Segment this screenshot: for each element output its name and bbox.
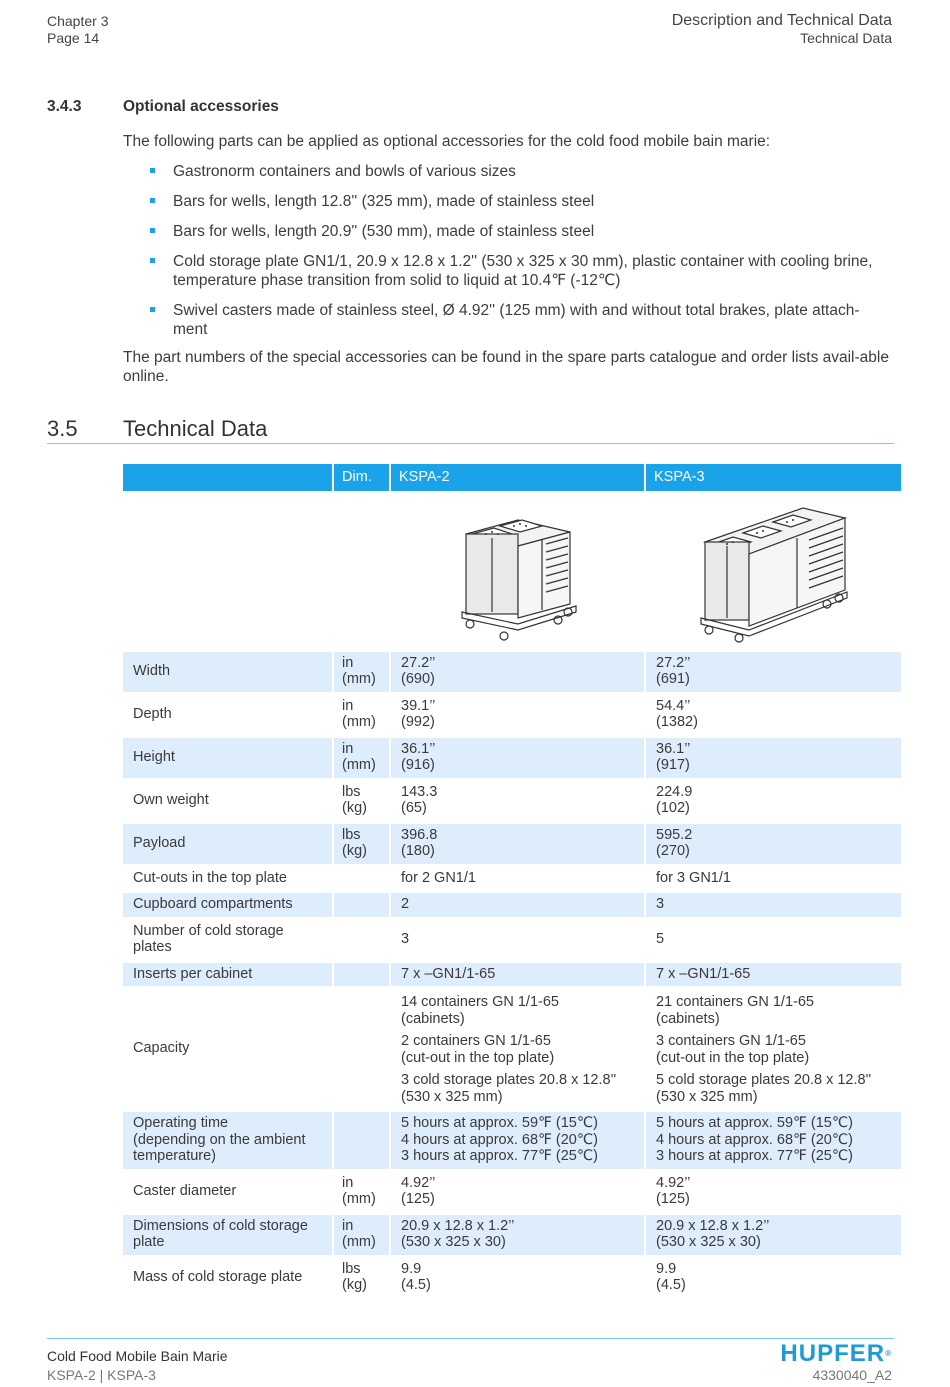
page-header-right: [672, 12, 892, 47]
value-secondary: (916): [401, 757, 435, 773]
table-row-capacity: [123, 988, 901, 1111]
value-secondary: (530 x 325 x 30): [656, 1234, 761, 1250]
kspa2-product-illustration: [458, 494, 578, 644]
list-item: [123, 192, 893, 211]
kspa3-value: [645, 1256, 901, 1298]
kspa3-value: [645, 1111, 901, 1171]
chapter-label: Chapter 3: [47, 13, 109, 29]
value-line: 4 hours at approx. 68℉ (20℃): [401, 1131, 598, 1148]
product-image-row: [123, 493, 901, 651]
page-footer-left: [47, 1347, 228, 1385]
kspa3-value: [645, 1213, 901, 1256]
kspa2-value: [390, 1213, 645, 1256]
row-label-line: temperature): [133, 1148, 217, 1164]
kspa3-value: [645, 736, 901, 779]
table-row-plate-mass: [123, 1256, 901, 1298]
kspa2-value: [390, 693, 645, 736]
list-item-text: Gastronorm containers and bowls of various sizes: [173, 163, 516, 180]
row-label: Payload: [123, 822, 333, 865]
bullet-icon: [150, 228, 155, 233]
unit-secondary: (kg): [342, 1277, 367, 1293]
unit-primary: in: [342, 1174, 354, 1191]
unit-cell: [333, 1111, 390, 1171]
list-item: [123, 162, 893, 181]
accessories-intro: The following parts can be applied as optional accessories for the cold food mobile bain marie:: [123, 133, 771, 150]
kspa3-value: 5: [645, 918, 901, 961]
kspa2-value: [390, 822, 645, 865]
unit-primary: in: [342, 1217, 354, 1234]
row-label-line: Dimensions of cold storage: [133, 1217, 308, 1234]
kspa2-value: [390, 1170, 645, 1213]
value-line: 5 hours at approx. 59℉ (15℃): [401, 1115, 598, 1131]
row-label-line: Operating time: [133, 1115, 229, 1131]
capacity-line: 14 containers GN 1/1-65: [401, 994, 559, 1010]
unit-primary: lbs: [342, 1260, 361, 1277]
row-label: Depth: [123, 693, 333, 736]
list-item: [123, 301, 893, 339]
section-number: 3.4.3: [47, 98, 82, 115]
value-primary: 4.92’’: [401, 1174, 436, 1191]
capacity-line: (530 x 325 mm): [656, 1088, 758, 1105]
unit-cell: [333, 918, 390, 961]
value-secondary: (690): [401, 671, 435, 687]
kspa2-value: 7 x –GN1/1-65: [390, 961, 645, 988]
registered-mark: ®: [885, 1349, 892, 1358]
value-primary: 27.2’’: [401, 654, 436, 671]
unit-cell: [333, 1170, 390, 1213]
row-label: Number of cold storage plates: [123, 918, 333, 961]
kspa2-value: [390, 650, 645, 693]
bullet-icon: [150, 168, 155, 173]
value-primary: 27.2’’: [656, 654, 691, 671]
unit-primary: in: [342, 740, 354, 757]
page-header-left: [47, 13, 108, 47]
list-item-text: Swivel casters made of stainless steel, Ø 4.92'' (125 mm) with and without total brakes, plate attach-ment: [173, 302, 860, 338]
kspa2-value: [390, 988, 645, 1111]
capacity-entry: [656, 1033, 893, 1066]
table-row-payload: [123, 822, 901, 865]
unit-primary: in: [342, 654, 354, 671]
row-label: Caster diameter: [123, 1170, 333, 1213]
capacity-entry: [656, 1072, 893, 1105]
kspa3-value: for 3 GN1/1: [645, 865, 901, 892]
value-primary: 143.3: [401, 783, 438, 800]
value-secondary: (180): [401, 843, 435, 859]
value-primary: 595.2: [656, 826, 693, 843]
value-primary: 54.4’’: [656, 697, 691, 714]
row-label: Width: [123, 650, 333, 693]
table-row-cold-storage-plates: [123, 918, 901, 961]
list-item-text: Bars for wells, length 20.9'' (530 mm), made of stainless steel: [173, 223, 595, 240]
unit-secondary: (kg): [342, 800, 367, 816]
unit-cell: [333, 892, 390, 919]
kspa3-image-cell: [645, 493, 901, 651]
column-header-kspa2: KSPA-2: [390, 464, 645, 493]
capacity-line: (530 x 325 mm): [401, 1088, 503, 1105]
unit-cell: [333, 1213, 390, 1256]
unit-cell: [333, 736, 390, 779]
row-label: Cut-outs in the top plate: [123, 865, 333, 892]
value-secondary: (530 x 325 x 30): [401, 1234, 506, 1250]
table-row-cutouts: [123, 865, 901, 892]
unit-secondary: (mm): [342, 757, 376, 773]
capacity-line: (cut-out in the top plate): [401, 1049, 555, 1066]
unit-primary: lbs: [342, 783, 361, 800]
header-subsection-title: Technical Data: [800, 30, 892, 46]
value-secondary: (917): [656, 757, 690, 773]
technical-data-table: [123, 464, 901, 1298]
value-primary: 224.9: [656, 783, 693, 800]
header-section-title: Description and Technical Data: [671, 12, 892, 29]
table-row-inserts-per-cabinet: [123, 961, 901, 988]
accessories-list: [123, 162, 893, 350]
value-line: 3 hours at approx. 77℉ (25℃): [656, 1148, 853, 1164]
capacity-line: (cabinets): [401, 1010, 465, 1027]
kspa2-image-cell: [390, 493, 645, 651]
unit-cell: [333, 961, 390, 988]
document-number: 4330040_A2: [812, 1367, 892, 1383]
unit-cell: [333, 693, 390, 736]
capacity-entry: [656, 994, 893, 1027]
kspa3-value: [645, 822, 901, 865]
unit-primary: in: [342, 697, 354, 714]
capacity-line: 3 containers GN 1/1-65: [656, 1033, 806, 1049]
footer-divider: [47, 1338, 894, 1339]
row-label-line: plate: [133, 1234, 165, 1250]
value-secondary: (102): [656, 800, 690, 816]
value-primary: 36.1’’: [401, 740, 436, 757]
row-label-line: (depending on the ambient: [133, 1131, 306, 1148]
table-row-depth: [123, 693, 901, 736]
value-secondary: (125): [656, 1191, 690, 1207]
footer-product-name: Cold Food Mobile Bain Marie: [47, 1348, 228, 1364]
unit-secondary: (mm): [342, 1234, 376, 1250]
list-item: [123, 252, 893, 290]
kspa3-value: [645, 693, 901, 736]
list-item: [123, 222, 893, 241]
unit-cell: [333, 865, 390, 892]
section-title: Technical Data: [123, 416, 268, 441]
kspa3-value: 3: [645, 892, 901, 919]
section-number: 3.5: [47, 416, 78, 441]
table-row-own-weight: [123, 779, 901, 822]
section-title: Optional accessories: [123, 98, 279, 115]
value-secondary: (270): [656, 843, 690, 859]
value-line: 3 hours at approx. 77℉ (25℃): [401, 1148, 598, 1164]
capacity-line: 5 cold storage plates 20.8 x 12.8'': [656, 1072, 872, 1088]
accessories-outro: The part numbers of the special accessories can be found in the spare parts catalogue and order lists avail-able online.: [123, 349, 889, 385]
capacity-line: (cut-out in the top plate): [656, 1049, 810, 1066]
value-primary: 4.92’’: [656, 1174, 691, 1191]
unit-secondary: (mm): [342, 671, 376, 687]
logo-text: HUPFER: [780, 1340, 886, 1367]
value-primary: 36.1’’: [656, 740, 691, 757]
capacity-entry: [401, 1072, 636, 1105]
value-secondary: (691): [656, 671, 690, 687]
row-label: Inserts per cabinet: [123, 961, 333, 988]
kspa2-value: [390, 779, 645, 822]
table-row-width: [123, 650, 901, 693]
row-label: Mass of cold storage plate: [123, 1256, 333, 1298]
value-secondary: (1382): [656, 714, 698, 730]
column-header-dim: Dim.: [333, 464, 390, 493]
bullet-icon: [150, 198, 155, 203]
capacity-entry: [401, 994, 636, 1027]
value-primary: 396.8: [401, 826, 438, 843]
row-label: [123, 1213, 333, 1256]
section-heading-optional-accessories: [47, 98, 279, 116]
bullet-icon: [150, 258, 155, 263]
value-secondary: (4.5): [656, 1277, 686, 1293]
row-label: Cupboard compartments: [123, 892, 333, 919]
value-line: 4 hours at approx. 68℉ (20℃): [656, 1131, 853, 1148]
list-item-text: Bars for wells, length 12.8'' (325 mm), made of stainless steel: [173, 193, 595, 210]
capacity-line: 3 cold storage plates 20.8 x 12.8'': [401, 1072, 617, 1088]
value-primary: 9.9: [401, 1260, 422, 1277]
table-row-operating-time: [123, 1111, 901, 1171]
value-primary: 20.9 x 12.8 x 1.2’’: [401, 1217, 515, 1234]
unit-secondary: (mm): [342, 1191, 376, 1207]
unit-secondary: (kg): [342, 843, 367, 859]
unit-cell: [333, 650, 390, 693]
section-heading-technical-data: [47, 416, 894, 444]
column-header-kspa3: KSPA-3: [645, 464, 901, 493]
value-primary: 20.9 x 12.8 x 1.2’’: [656, 1217, 770, 1234]
unit-primary: lbs: [342, 826, 361, 843]
table-row-height: [123, 736, 901, 779]
value-secondary: (65): [401, 800, 427, 816]
capacity-line: (cabinets): [656, 1010, 720, 1027]
unit-cell: [333, 822, 390, 865]
footer-models: KSPA-2 | KSPA-3: [47, 1367, 156, 1383]
kspa2-value: [390, 736, 645, 779]
value-primary: 9.9: [656, 1260, 677, 1277]
capacity-line: 21 containers GN 1/1-65: [656, 994, 814, 1010]
kspa2-value: 3: [390, 918, 645, 961]
kspa3-value: [645, 779, 901, 822]
value-primary: 39.1’’: [401, 697, 436, 714]
capacity-entry: [401, 1033, 636, 1066]
value-secondary: (992): [401, 714, 435, 730]
row-label: [123, 1111, 333, 1171]
kspa2-value: [390, 1256, 645, 1298]
value-secondary: (4.5): [401, 1277, 431, 1293]
value-secondary: (125): [401, 1191, 435, 1207]
unit-cell: [333, 1256, 390, 1298]
kspa3-value: 7 x –GN1/1-65: [645, 961, 901, 988]
row-label: Capacity: [123, 988, 333, 1111]
unit-secondary: (mm): [342, 714, 376, 730]
kspa2-value: [390, 1111, 645, 1171]
column-header: [123, 464, 333, 493]
capacity-line: 2 containers GN 1/1-65: [401, 1033, 551, 1049]
hupfer-logo: [780, 1341, 892, 1367]
kspa3-value: [645, 1170, 901, 1213]
table-header-row: [123, 464, 901, 493]
page-number: Page 14: [47, 30, 100, 46]
table-row-caster-diameter: [123, 1170, 901, 1213]
kspa3-product-illustration: [699, 494, 849, 644]
bullet-icon: [150, 307, 155, 312]
kspa3-value: [645, 988, 901, 1111]
value-line: 5 hours at approx. 59℉ (15℃): [656, 1115, 853, 1131]
table-row-plate-dimensions: [123, 1213, 901, 1256]
page-footer-right: [780, 1341, 892, 1384]
kspa2-value: 2: [390, 892, 645, 919]
unit-cell: [333, 779, 390, 822]
row-label: Height: [123, 736, 333, 779]
kspa2-value: for 2 GN1/1: [390, 865, 645, 892]
kspa3-value: [645, 650, 901, 693]
row-label: Own weight: [123, 779, 333, 822]
unit-cell: [333, 988, 390, 1111]
table-row-cupboard-compartments: [123, 892, 901, 919]
list-item-text: Cold storage plate GN1/1, 20.9 x 12.8 x 1.2'' (530 x 325 x 30 mm), plastic container with cooling brine, temperature phase transition from solid to liquid at 10.4℉ (-12℃): [173, 253, 873, 289]
